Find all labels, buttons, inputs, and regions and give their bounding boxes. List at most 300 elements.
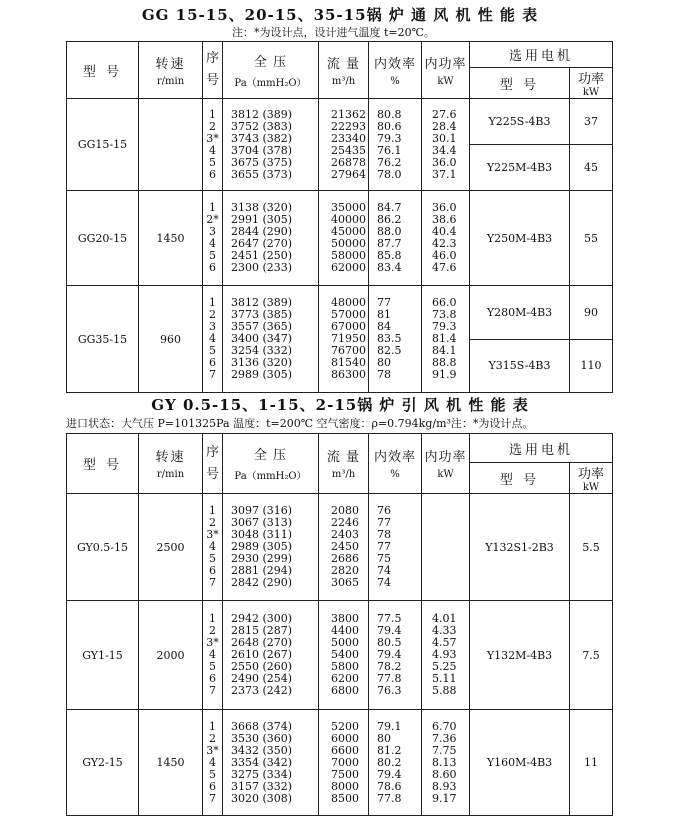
power-value: 8.93 (432, 779, 457, 793)
pressure-value: 3812 (389) (231, 296, 293, 309)
table1 (66, 41, 613, 393)
seq-value: 5 (209, 767, 216, 781)
data-row (67, 494, 613, 601)
motor-power-cell: 55 (570, 191, 613, 286)
header-eff (369, 42, 422, 99)
motor-model-cell: Y250M-4B3 (470, 191, 570, 286)
efficiency-value: 81.2 (377, 743, 402, 757)
pressure-cell (223, 601, 319, 710)
efficiency-value: 81 (377, 308, 391, 321)
power-cell (422, 99, 470, 191)
flow-cell (319, 710, 369, 816)
data-row (67, 710, 613, 816)
pressure-value: 3254 (332) (231, 344, 293, 357)
header-eff-unit: % (390, 469, 400, 480)
header-motor-model: 型 号 (470, 68, 570, 99)
efficiency-value: 75 (377, 552, 391, 565)
header-power-unit: kW (437, 75, 454, 87)
flow-value: 35000 (331, 201, 366, 214)
pressure-value: 3557 (365) (231, 320, 293, 333)
flow-value: 2686 (331, 552, 359, 565)
flow-value: 23340 (331, 131, 366, 145)
seq-cell (203, 710, 223, 816)
pressure-value: 2989 (305) (231, 540, 293, 553)
header-seq: 序号 (203, 42, 223, 99)
seq-value: 5 (209, 344, 216, 357)
model-cell: GY1-15 (67, 601, 139, 710)
pressure-value: 2881 (294) (231, 564, 293, 577)
seq-cell (203, 601, 223, 710)
seq-value: 3 (209, 225, 216, 238)
pressure-value: 3157 (332) (231, 779, 293, 793)
efficiency-value: 78.6 (377, 779, 402, 793)
pressure-value: 2373 (242) (231, 684, 293, 697)
table2-note: 进口状态：大气压 P=101325Pa 温度：t=200℃ 空气密度：ρ=0.794kg/m³注：*为设计点。 (66, 417, 534, 430)
speed-cell: 960 (139, 286, 203, 393)
flow-cell (319, 494, 369, 601)
model-cell: GY0.5-15 (67, 494, 139, 601)
seq-value: 3* (206, 743, 219, 757)
header-motor-power (570, 463, 613, 494)
seq-value: 2 (209, 731, 216, 745)
efficiency-value: 82.5 (377, 344, 402, 357)
header-pressure-label: 全 压 (253, 448, 288, 463)
flow-value: 2450 (331, 540, 359, 553)
seq-cell (203, 99, 223, 191)
seq-value: 3* (206, 131, 219, 145)
power-value: 4.57 (432, 636, 457, 649)
seq-value: 3 (209, 320, 216, 333)
efficiency-cell (369, 99, 422, 191)
pressure-value: 2490 (254) (231, 672, 293, 685)
flow-value: 76700 (331, 344, 366, 357)
flow-list (331, 109, 368, 181)
efficiency-list (377, 297, 421, 381)
power-value: 28.4 (432, 119, 457, 133)
header-eff-unit: % (390, 75, 400, 87)
header-power (422, 42, 470, 99)
seq-value: 1 (209, 107, 216, 121)
efficiency-value: 87.7 (377, 237, 402, 250)
power-value: 37.1 (432, 167, 457, 181)
pressure-value: 3675 (375) (231, 155, 293, 169)
flow-value: 5200 (331, 719, 359, 733)
efficiency-value: 79.4 (377, 767, 402, 781)
power-value: 81.4 (432, 332, 457, 345)
pressure-list (231, 297, 318, 381)
flow-value: 8000 (331, 779, 359, 793)
power-value: 91.9 (432, 368, 457, 381)
motor-power-cell: 90 (570, 286, 613, 340)
header-eff-label: 内效率 (373, 450, 416, 465)
header-motor-power (570, 68, 613, 99)
flow-value: 2820 (331, 564, 359, 577)
seq-value: 1 (209, 504, 216, 517)
flow-value: 2080 (331, 504, 359, 517)
power-value: 73.8 (432, 308, 457, 321)
motor-model-cell: Y225M-4B3 (470, 145, 570, 191)
efficiency-value: 74 (377, 564, 391, 577)
flow-cell (319, 286, 369, 393)
efficiency-list (377, 109, 421, 181)
power-value: 79.3 (432, 320, 457, 333)
flow-value: 45000 (331, 225, 366, 238)
power-list (432, 297, 469, 381)
flow-value: 67000 (331, 320, 366, 333)
pressure-value: 3067 (313) (231, 516, 293, 529)
power-value: 46.0 (432, 249, 457, 262)
header-pressure (223, 434, 319, 494)
header-motor-power-unit: kW (582, 87, 600, 98)
seq-value: 1 (209, 612, 216, 625)
flow-value: 62000 (331, 261, 366, 274)
seq-list (203, 202, 222, 274)
efficiency-value: 80.8 (377, 107, 402, 121)
data-row (67, 601, 613, 710)
power-value: 42.3 (432, 237, 457, 250)
power-cell (422, 191, 470, 286)
pressure-value: 2815 (287) (231, 624, 293, 637)
header-motor-power-label: 功率 (578, 72, 605, 87)
data-row (67, 99, 613, 145)
pressure-value: 3743 (382) (231, 131, 293, 145)
flow-value: 21362 (331, 107, 366, 121)
header-speed-label: 转速 (155, 56, 186, 72)
seq-value: 1 (209, 201, 216, 214)
motor-power-cell: 5.5 (570, 494, 613, 601)
motor-power-cell: 37 (570, 99, 613, 145)
efficiency-value: 78.2 (377, 660, 402, 673)
table2-body (67, 434, 613, 816)
flow-value: 40000 (331, 213, 366, 226)
flow-value: 5400 (331, 648, 359, 661)
header-flow-unit: m³/h (331, 75, 356, 87)
pressure-value: 2989 (305) (231, 368, 293, 381)
efficiency-value: 77.5 (377, 612, 402, 625)
motor-power-cell: 45 (570, 145, 613, 191)
power-list (432, 202, 469, 274)
seq-value: 4 (209, 755, 216, 769)
efficiency-value: 80.2 (377, 755, 402, 769)
power-value: 5.25 (432, 660, 457, 673)
pressure-value: 2844 (290) (231, 225, 293, 238)
flow-value: 58000 (331, 249, 366, 262)
power-value: 36.0 (432, 201, 457, 214)
seq-cell (203, 286, 223, 393)
motor-power-cell: 11 (570, 710, 613, 816)
flow-value: 81540 (331, 356, 366, 369)
header-speed (139, 42, 203, 99)
header-pressure-unit: Pa（mmH₂O） (234, 77, 307, 89)
header-pressure (223, 42, 319, 99)
flow-value: 25435 (331, 143, 366, 157)
seq-list (203, 505, 222, 589)
seq-value: 4 (209, 143, 216, 157)
flow-value: 6600 (331, 743, 359, 757)
pressure-value: 2991 (305) (231, 213, 293, 226)
seq-list (203, 721, 222, 805)
header-power-unit: kW (437, 469, 454, 480)
efficiency-value: 77 (377, 296, 391, 309)
power-value: 8.60 (432, 767, 457, 781)
efficiency-list (377, 613, 421, 697)
pressure-value: 3275 (334) (231, 767, 293, 781)
header-flow-label: 流 量 (326, 56, 361, 72)
efficiency-list (377, 505, 421, 589)
pressure-value: 2647 (270) (231, 237, 293, 250)
efficiency-value: 76 (377, 504, 391, 517)
flow-value: 86300 (331, 368, 366, 381)
pressure-cell (223, 286, 319, 393)
power-value: 9.17 (432, 791, 457, 805)
header-flow (319, 434, 369, 494)
efficiency-value: 88.0 (377, 225, 402, 238)
pressure-value: 3668 (374) (231, 719, 293, 733)
efficiency-value: 80.6 (377, 119, 402, 133)
power-value: 6.70 (432, 719, 457, 733)
speed-cell: 1450 (139, 710, 203, 816)
flow-value: 5800 (331, 660, 359, 673)
pressure-value: 3354 (342) (231, 755, 293, 769)
power-value: 84.1 (432, 344, 457, 357)
flow-value: 5000 (331, 636, 359, 649)
seq-value: 6 (209, 564, 216, 577)
pressure-value: 3530 (360) (231, 731, 293, 745)
header-eff (369, 434, 422, 494)
pressure-value: 3812 (389) (231, 107, 293, 121)
flow-list (331, 613, 368, 697)
speed-cell: 2500 (139, 494, 203, 601)
power-value: 7.75 (432, 743, 457, 757)
table1-title: GG 15-15、20-15、35-15锅 炉 通 风 机 性 能 表 (141, 6, 539, 24)
header-model: 型 号 (67, 42, 139, 99)
flow-value: 2246 (331, 516, 359, 529)
motor-power-cell: 110 (570, 339, 613, 393)
seq-list (203, 613, 222, 697)
seq-value: 5 (209, 249, 216, 262)
header-power-label: 内功率 (424, 450, 467, 465)
flow-value: 22293 (331, 119, 366, 133)
seq-value: 2 (209, 624, 216, 637)
seq-list (203, 297, 222, 381)
flow-value: 4400 (331, 624, 359, 637)
efficiency-value: 78 (377, 528, 391, 541)
header-motor-model: 型 号 (470, 463, 570, 494)
power-value: 4.01 (432, 612, 457, 625)
seq-value: 4 (209, 332, 216, 345)
seq-value: 4 (209, 648, 216, 661)
motor-model-cell: Y225S-4B3 (470, 99, 570, 145)
model-cell: GG35-15 (67, 286, 139, 393)
pressure-value: 3432 (350) (231, 743, 293, 757)
efficiency-value: 84.7 (377, 201, 402, 214)
table2-title: GY 0.5-15、1-15、2-15锅 炉 引 风 机 性 能 表 (151, 396, 529, 414)
header-speed (139, 434, 203, 494)
power-value: 7.36 (432, 731, 457, 745)
header-power (422, 434, 470, 494)
model-cell: GG15-15 (67, 99, 139, 191)
speed-cell (139, 99, 203, 191)
seq-value: 6 (209, 261, 216, 274)
data-row (67, 286, 613, 340)
header-pressure-label: 全 压 (253, 54, 288, 70)
efficiency-value: 74 (377, 576, 391, 589)
table1-body (67, 42, 613, 393)
power-value: 66.0 (432, 296, 457, 309)
efficiency-cell (369, 286, 422, 393)
seq-value: 7 (209, 791, 216, 805)
flow-value: 27964 (331, 167, 366, 181)
header-eff-label: 内效率 (373, 56, 416, 72)
power-value: 38.6 (432, 213, 457, 226)
efficiency-value: 80 (377, 731, 391, 745)
efficiency-value: 86.2 (377, 213, 402, 226)
header-speed-label: 转速 (155, 450, 186, 465)
pressure-value: 2300 (233) (231, 261, 293, 274)
flow-value: 7000 (331, 755, 359, 769)
power-value: 47.6 (432, 261, 457, 274)
flow-list (331, 505, 368, 589)
flow-value: 6000 (331, 731, 359, 745)
seq-value: 4 (209, 237, 216, 250)
efficiency-value: 77 (377, 540, 391, 553)
flow-value: 8500 (331, 791, 359, 805)
seq-value: 7 (209, 684, 216, 697)
speed-cell: 1450 (139, 191, 203, 286)
pressure-list (231, 505, 318, 589)
pressure-value: 3048 (311) (231, 528, 293, 541)
pressure-cell (223, 494, 319, 601)
power-cell (422, 286, 470, 393)
pressure-value: 2610 (267) (231, 648, 293, 661)
motor-model-cell: Y315S-4B3 (470, 339, 570, 393)
seq-value: 7 (209, 368, 216, 381)
efficiency-list (377, 202, 421, 274)
seq-value: 7 (209, 576, 216, 589)
motor-model-cell: Y280M-4B3 (470, 286, 570, 340)
header-speed-unit: r/min (156, 75, 185, 87)
pressure-value: 3752 (383) (231, 119, 293, 133)
seq-value: 2 (209, 516, 216, 529)
power-list (432, 613, 469, 697)
pressure-value: 3020 (308) (231, 791, 293, 805)
efficiency-value: 76.1 (377, 143, 402, 157)
flow-value: 26878 (331, 155, 366, 169)
power-value: 27.6 (432, 107, 457, 121)
motor-model-cell: Y132M-4B3 (470, 601, 570, 710)
pressure-cell (223, 710, 319, 816)
power-list (432, 109, 469, 181)
flow-cell (319, 601, 369, 710)
header-pressure-unit: Pa（mmH₂O） (234, 471, 307, 482)
flow-list (331, 721, 368, 805)
power-cell (422, 494, 470, 601)
seq-cell (203, 494, 223, 601)
header-speed-unit: r/min (156, 469, 185, 480)
flow-value: 71950 (331, 332, 366, 345)
efficiency-value: 80.5 (377, 636, 402, 649)
efficiency-cell (369, 494, 422, 601)
pressure-list (231, 202, 318, 274)
efficiency-value: 79.4 (377, 624, 402, 637)
pressure-value: 3097 (316) (231, 504, 293, 517)
flow-cell (319, 191, 369, 286)
power-value: 36.0 (432, 155, 457, 169)
header-motor: 选用电机 (470, 42, 613, 68)
flow-value: 57000 (331, 308, 366, 321)
speed-cell: 2000 (139, 601, 203, 710)
efficiency-value: 85.8 (377, 249, 402, 262)
flow-value: 2403 (331, 528, 359, 541)
model-cell: GG20-15 (67, 191, 139, 286)
power-value: 30.1 (432, 131, 457, 145)
pressure-value: 3655 (373) (231, 167, 293, 181)
flow-value: 48000 (331, 296, 366, 309)
efficiency-value: 83.4 (377, 261, 402, 274)
flow-list (331, 202, 368, 274)
flow-value: 6800 (331, 684, 359, 697)
efficiency-list (377, 721, 421, 805)
header-model: 型 号 (67, 434, 139, 494)
header-power-label: 内功率 (424, 56, 467, 72)
efficiency-value: 84 (377, 320, 391, 333)
pressure-cell (223, 99, 319, 191)
header-flow-label: 流 量 (326, 450, 361, 465)
header-row (67, 42, 613, 68)
pressure-value: 3400 (347) (231, 332, 293, 345)
motor-model-cell: Y160M-4B3 (470, 710, 570, 816)
motor-model-cell: Y132S1-2B3 (470, 494, 570, 601)
pressure-list (231, 613, 318, 697)
efficiency-cell (369, 601, 422, 710)
table2 (66, 433, 613, 816)
seq-value: 1 (209, 296, 216, 309)
seq-value: 3* (206, 636, 219, 649)
efficiency-value: 76.3 (377, 684, 402, 697)
header-motor-power-label: 功率 (578, 467, 605, 482)
table1-note: 注：*为设计点，设计进气温度 t=20℃。 (232, 26, 435, 39)
pressure-list (231, 721, 318, 805)
pressure-value: 2942 (300) (231, 612, 293, 625)
power-value: 5.88 (432, 684, 457, 697)
seq-value: 5 (209, 155, 216, 169)
seq-cell (203, 191, 223, 286)
seq-value: 2* (206, 213, 219, 226)
seq-value: 5 (209, 660, 216, 673)
pressure-value: 3773 (385) (231, 308, 293, 321)
seq-value: 3* (206, 528, 219, 541)
pressure-value: 2550 (260) (231, 660, 293, 673)
seq-value: 6 (209, 779, 216, 793)
pressure-value: 2648 (270) (231, 636, 293, 649)
seq-list (203, 109, 222, 181)
seq-value: 1 (209, 719, 216, 733)
power-value: 4.93 (432, 648, 457, 661)
header-seq: 序号 (203, 434, 223, 494)
model-cell: GY2-15 (67, 710, 139, 816)
flow-list (331, 297, 368, 381)
efficiency-value: 78 (377, 368, 391, 381)
flow-cell (319, 99, 369, 191)
seq-value: 2 (209, 119, 216, 133)
efficiency-value: 79.1 (377, 719, 402, 733)
power-value: 40.4 (432, 225, 457, 238)
header-row (67, 434, 613, 463)
power-cell (422, 710, 470, 816)
pressure-cell (223, 191, 319, 286)
header-motor: 选用电机 (470, 434, 613, 463)
pressure-value: 3704 (378) (231, 143, 293, 157)
